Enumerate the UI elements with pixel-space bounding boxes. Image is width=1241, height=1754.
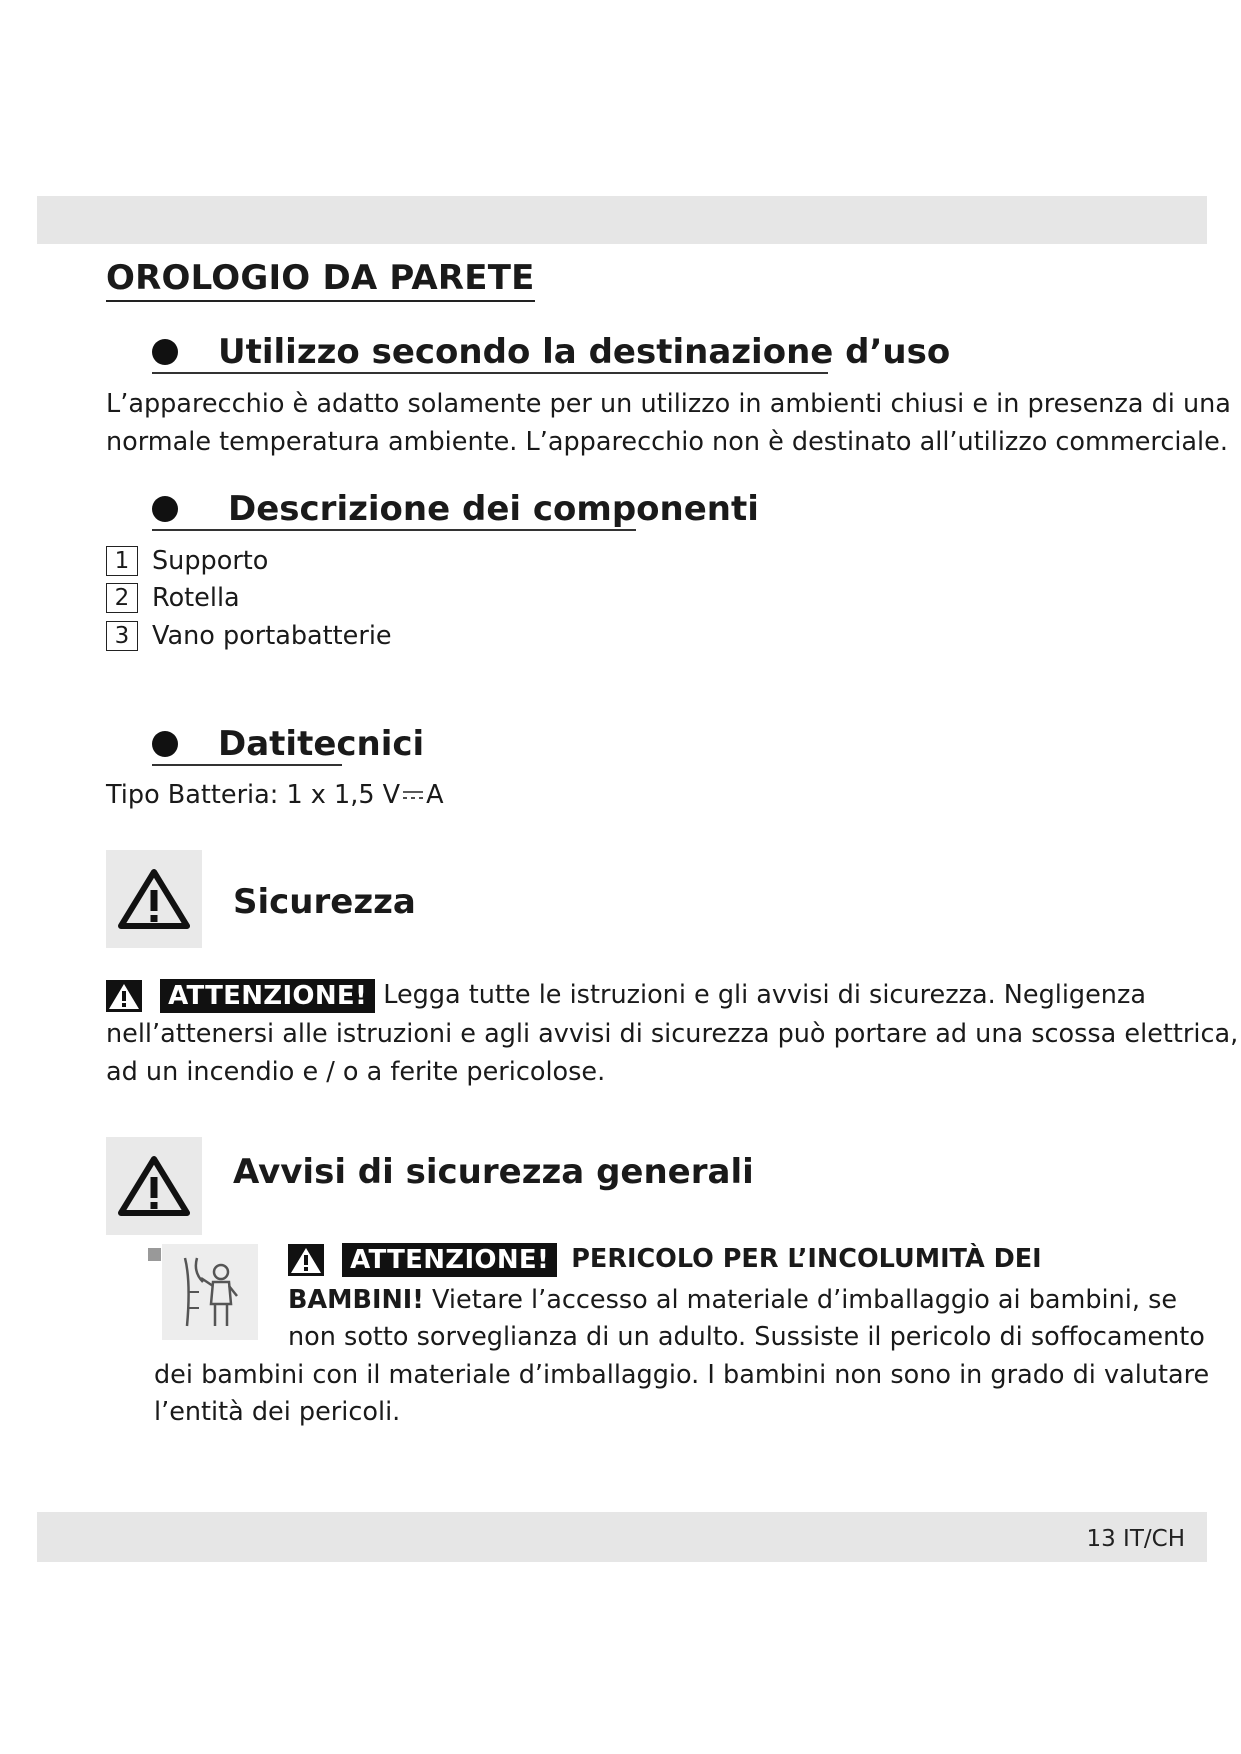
component-number: 1 — [106, 546, 138, 576]
component-number: 3 — [106, 621, 138, 651]
bullet-icon — [152, 731, 178, 757]
general-safety-line-3: non sotto sorveglianza di un adulto. Sussiste il pericolo di soffocamento — [288, 1322, 1205, 1352]
components-heading-block — [152, 487, 759, 531]
page-title: OROLOGIO DA PARETE — [106, 258, 535, 302]
safety-heading: Sicurezza — [233, 882, 416, 922]
component-number: 2 — [106, 583, 138, 613]
safety-line-3: ad un incendio e / o a ferite pericolose. — [106, 1057, 606, 1087]
general-safety-heading: Avvisi di sicurezza generali — [233, 1152, 754, 1192]
technical-heading-block — [152, 722, 424, 766]
safety-line-1: ATTENZIONE! Legga tutte le istruzioni e gli avvisi di sicurezza. Negligenza — [106, 976, 1146, 1014]
component-item — [106, 579, 240, 617]
general-safety-line-5: l’entità dei pericoli. — [154, 1397, 401, 1427]
components-heading: Descrizione dei componenti — [152, 487, 759, 531]
component-item — [106, 542, 268, 580]
component-item — [106, 617, 392, 655]
component-label: Supporto — [152, 546, 269, 576]
component-label: Rotella — [152, 583, 240, 613]
list-bullet-icon — [148, 1248, 161, 1261]
page-number: 13 IT/CH — [1086, 1526, 1185, 1552]
safety-line-2: nell’attenersi alle istruzioni e agli avvisi di sicurezza può portare ad una scossa elettrica, — [106, 1019, 1239, 1049]
component-label: Vano portabatterie — [152, 621, 392, 651]
warning-triangle-icon — [106, 980, 142, 1012]
intended-use-line-1: L’apparecchio è adatto solamente per un utilizzo in ambienti chiusi e in presenza di una — [106, 389, 1231, 419]
bullet-icon — [152, 496, 178, 522]
bullet-icon — [152, 339, 178, 365]
intended-use-heading-block — [152, 330, 950, 374]
footer-bar — [37, 1512, 1207, 1562]
intended-use-line-2: normale temperatura ambiente. L’apparecchio non è destinato all’utilizzo commerciale. — [106, 427, 1228, 457]
warning-triangle-icon — [288, 1244, 324, 1276]
warning-triangle-icon — [106, 850, 202, 948]
header-bar — [37, 196, 1207, 244]
technical-heading: Datitecnici — [152, 722, 424, 766]
general-safety-line-1: ATTENZIONE! PERICOLO PER L’INCOLUMITÀ DEI — [288, 1240, 1042, 1278]
attention-badge: ATTENZIONE! — [342, 1243, 557, 1277]
intended-use-heading: Utilizzo secondo la destinazione d’uso — [152, 330, 950, 374]
attention-badge: ATTENZIONE! — [160, 979, 375, 1013]
dc-symbol-icon — [402, 777, 424, 815]
warning-triangle-icon — [106, 1137, 202, 1235]
child-danger-icon — [162, 1244, 258, 1340]
battery-spec: Tipo Batteria: 1 x 1,5 V A — [106, 776, 444, 815]
general-safety-line-2: BAMBINI! Vietare l’accesso al materiale d’imballaggio ai bambini, se — [288, 1285, 1178, 1315]
general-safety-line-4: dei bambini con il materiale d’imballaggio. I bambini non sono in grado di valutare — [154, 1360, 1210, 1390]
